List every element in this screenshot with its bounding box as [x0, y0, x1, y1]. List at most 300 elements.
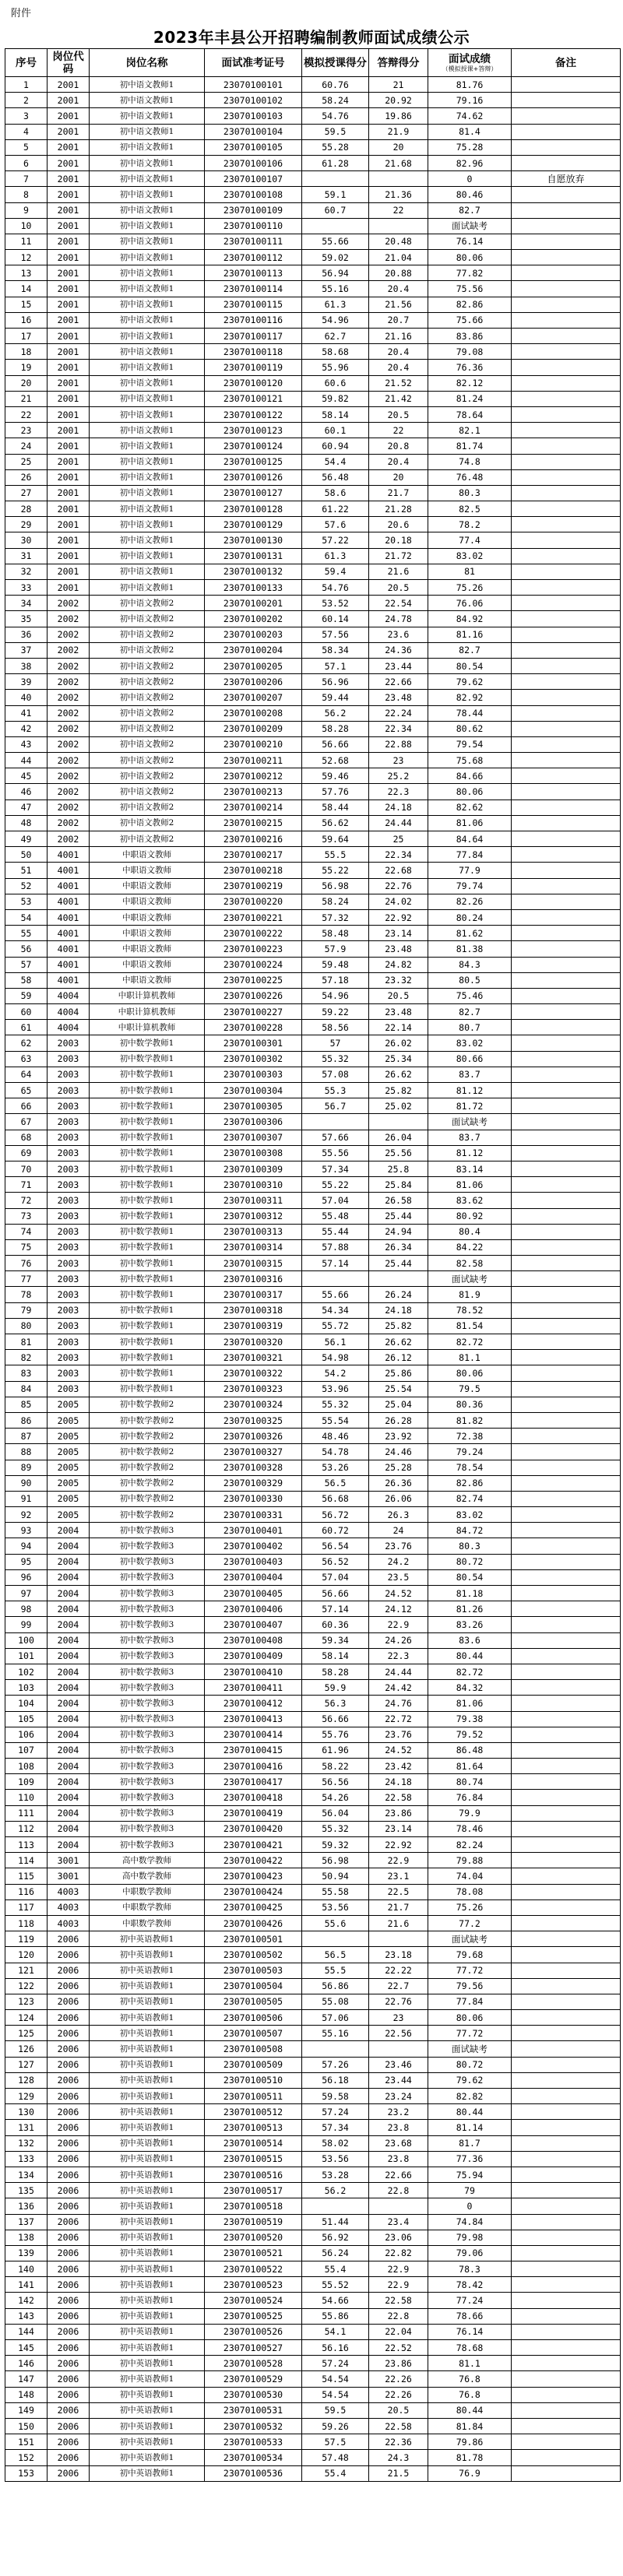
table-row	[5, 1774, 621, 1790]
cell-lecture-score: 61.3	[302, 548, 369, 564]
table-row	[5, 2277, 621, 2293]
cell-seq: 133	[5, 2151, 48, 2167]
cell-lecture-score: 53.56	[302, 2151, 369, 2167]
cell-lecture-score: 59.5	[302, 2402, 369, 2418]
table-row	[5, 800, 621, 815]
cell-post-name: 初中数学教师1	[90, 1208, 205, 1224]
cell-post-code: 2001	[48, 187, 90, 202]
cell-lecture-score: 50.94	[302, 1868, 369, 1884]
cell-post-code: 2001	[48, 454, 90, 469]
cell-total-score: 81.12	[428, 1145, 512, 1161]
cell-total-score: 82.92	[428, 690, 512, 705]
cell-post-name: 中职语文教师	[90, 941, 205, 957]
cell-total-score: 79.86	[428, 2434, 512, 2450]
cell-post-name: 初中英语教师1	[90, 1931, 205, 1947]
cell-post-name: 初中语文教师2	[90, 768, 205, 784]
cell-post-name: 初中数学教师3	[90, 1538, 205, 1554]
cell-seq: 65	[5, 1083, 48, 1098]
cell-defense-score: 25.56	[369, 1145, 428, 1161]
cell-remark	[512, 2072, 621, 2088]
cell-post-code: 2004	[48, 1664, 90, 1679]
cell-seq: 9	[5, 202, 48, 218]
cell-post-name: 中职语文教师	[90, 894, 205, 909]
cell-remark	[512, 2089, 621, 2104]
cell-defense-score: 26.62	[369, 1067, 428, 1082]
cell-seq: 68	[5, 1130, 48, 1145]
table-row	[5, 1805, 621, 1821]
cell-defense-score: 20.4	[369, 281, 428, 297]
cell-exam-no: 23070100318	[205, 1302, 302, 1318]
cell-exam-no: 23070100404	[205, 1569, 302, 1585]
cell-defense-score: 23.18	[369, 1947, 428, 1963]
table-row	[5, 234, 621, 249]
cell-seq: 16	[5, 312, 48, 328]
cell-post-code: 2006	[48, 2277, 90, 2293]
cell-post-code: 2002	[48, 831, 90, 847]
cell-seq: 109	[5, 1774, 48, 1790]
cell-seq: 49	[5, 831, 48, 847]
cell-post-name: 初中英语教师1	[90, 2198, 205, 2214]
table-row	[5, 1381, 621, 1397]
cell-defense-score: 23.5	[369, 1569, 428, 1585]
cell-seq: 27	[5, 485, 48, 501]
table-row	[5, 863, 621, 878]
cell-remark	[512, 768, 621, 784]
cell-exam-no: 23070100320	[205, 1334, 302, 1350]
cell-defense-score: 25	[369, 831, 428, 847]
cell-post-name: 初中语文教师1	[90, 187, 205, 202]
cell-seq: 18	[5, 344, 48, 360]
cell-remark	[512, 1145, 621, 1161]
cell-seq: 153	[5, 2465, 48, 2481]
table-row	[5, 1444, 621, 1460]
cell-exam-no: 23070100212	[205, 768, 302, 784]
cell-post-name: 高中数学教师	[90, 1868, 205, 1884]
cell-seq: 82	[5, 1350, 48, 1365]
cell-defense-score: 22.58	[369, 2418, 428, 2434]
cell-seq: 148	[5, 2387, 48, 2402]
cell-remark	[512, 611, 621, 627]
cell-defense-score	[369, 1114, 428, 1130]
table-row	[5, 768, 621, 784]
cell-exam-no: 23070100307	[205, 1130, 302, 1145]
cell-remark	[512, 250, 621, 265]
cell-post-code: 2006	[48, 2387, 90, 2402]
cell-exam-no: 23070100228	[205, 1020, 302, 1035]
cell-lecture-score	[302, 2198, 369, 2214]
cell-defense-score: 22.7	[369, 1978, 428, 1994]
cell-remark	[512, 532, 621, 548]
cell-post-name: 初中数学教师3	[90, 1648, 205, 1664]
cell-post-code: 2002	[48, 596, 90, 611]
cell-lecture-score: 58.02	[302, 2135, 369, 2151]
cell-remark	[512, 2418, 621, 2434]
table-row	[5, 1271, 621, 1287]
cell-exam-no: 23070100528	[205, 2356, 302, 2371]
cell-defense-score	[369, 2198, 428, 2214]
cell-post-code: 2003	[48, 1381, 90, 1397]
cell-post-code: 2001	[48, 548, 90, 564]
header-post-code: 岗位代码	[48, 49, 90, 77]
cell-exam-no: 23070100103	[205, 108, 302, 124]
cell-defense-score: 23.92	[369, 1429, 428, 1444]
cell-defense-score: 23.14	[369, 926, 428, 941]
cell-post-name: 初中英语教师1	[90, 2418, 205, 2434]
cell-post-name: 初中语文教师1	[90, 360, 205, 375]
cell-post-name: 初中数学教师3	[90, 1774, 205, 1790]
cell-lecture-score: 51.44	[302, 2214, 369, 2230]
cell-post-code: 2001	[48, 297, 90, 312]
cell-defense-score: 20	[369, 469, 428, 485]
cell-post-code: 2001	[48, 375, 90, 391]
table-row	[5, 815, 621, 831]
cell-post-code: 2001	[48, 391, 90, 406]
cell-exam-no: 23070100133	[205, 580, 302, 596]
cell-defense-score: 22.76	[369, 878, 428, 894]
cell-total-score: 82.26	[428, 894, 512, 909]
cell-lecture-score	[302, 1114, 369, 1130]
cell-exam-no: 23070100217	[205, 847, 302, 863]
cell-total-score: 79.56	[428, 1978, 512, 1994]
cell-exam-no: 23070100503	[205, 1963, 302, 1978]
cell-post-name: 初中语文教师1	[90, 77, 205, 93]
cell-total-score: 80.24	[428, 909, 512, 925]
cell-post-code: 2003	[48, 1302, 90, 1318]
cell-post-code: 2002	[48, 768, 90, 784]
cell-exam-no: 23070100201	[205, 596, 302, 611]
cell-total-score: 面试缺考	[428, 1931, 512, 1947]
cell-defense-score: 21.56	[369, 297, 428, 312]
cell-lecture-score: 56.98	[302, 878, 369, 894]
cell-post-code: 2004	[48, 1586, 90, 1601]
cell-post-code: 2002	[48, 674, 90, 690]
cell-post-name: 初中语文教师1	[90, 406, 205, 422]
table-row	[5, 2340, 621, 2356]
cell-defense-score: 24.3	[369, 2450, 428, 2465]
table-row	[5, 1632, 621, 1648]
cell-remark	[512, 1727, 621, 1742]
cell-post-code: 2006	[48, 2057, 90, 2072]
cell-defense-score: 22.22	[369, 1963, 428, 1978]
cell-post-code: 2002	[48, 753, 90, 768]
cell-remark	[512, 1680, 621, 1696]
cell-exam-no: 23070100302	[205, 1051, 302, 1067]
cell-defense-score: 20.5	[369, 2402, 428, 2418]
cell-exam-no: 23070100203	[205, 627, 302, 642]
table-row	[5, 93, 621, 108]
cell-lecture-score: 56.2	[302, 2183, 369, 2198]
cell-lecture-score: 60.72	[302, 1523, 369, 1538]
cell-post-name: 初中数学教师1	[90, 1035, 205, 1051]
cell-seq: 22	[5, 406, 48, 422]
cell-post-name: 初中语文教师1	[90, 517, 205, 532]
cell-defense-score: 23.86	[369, 1805, 428, 1821]
cell-defense-score: 23.76	[369, 1538, 428, 1554]
cell-total-score: 79.38	[428, 1711, 512, 1727]
cell-seq: 60	[5, 1004, 48, 1020]
cell-defense-score: 23.14	[369, 1821, 428, 1836]
cell-exam-no: 23070100131	[205, 548, 302, 564]
cell-post-code: 2001	[48, 108, 90, 124]
cell-seq: 105	[5, 1711, 48, 1727]
cell-exam-no: 23070100114	[205, 281, 302, 297]
cell-lecture-score: 59.58	[302, 2089, 369, 2104]
results-table	[5, 48, 621, 2482]
cell-defense-score: 22.3	[369, 1648, 428, 1664]
cell-post-name: 初中语文教师1	[90, 265, 205, 281]
cell-exam-no: 23070100304	[205, 1083, 302, 1098]
cell-seq: 142	[5, 2293, 48, 2308]
cell-post-code: 4004	[48, 988, 90, 1003]
cell-remark: 自愿放弃	[512, 171, 621, 187]
cell-lecture-score: 56.54	[302, 1538, 369, 1554]
cell-lecture-score: 57.34	[302, 1161, 369, 1176]
cell-lecture-score: 59.64	[302, 831, 369, 847]
cell-post-code: 2002	[48, 611, 90, 627]
cell-post-code: 2004	[48, 1569, 90, 1585]
cell-seq: 23	[5, 423, 48, 438]
cell-remark	[512, 1239, 621, 1255]
cell-seq: 126	[5, 2041, 48, 2057]
cell-post-name: 初中数学教师3	[90, 1711, 205, 1727]
cell-seq: 8	[5, 187, 48, 202]
cell-post-name: 初中语文教师1	[90, 234, 205, 249]
cell-lecture-score: 57.9	[302, 941, 369, 957]
cell-lecture-score: 55.3	[302, 1083, 369, 1098]
cell-remark	[512, 972, 621, 988]
cell-post-name: 初中语文教师1	[90, 375, 205, 391]
cell-seq: 42	[5, 721, 48, 736]
cell-lecture-score: 56.1	[302, 1334, 369, 1350]
cell-total-score: 79.16	[428, 93, 512, 108]
cell-lecture-score: 56.7	[302, 1098, 369, 1114]
table-row	[5, 909, 621, 925]
cell-seq: 150	[5, 2418, 48, 2434]
cell-post-code: 2004	[48, 1711, 90, 1727]
cell-seq: 127	[5, 2057, 48, 2072]
table-row	[5, 218, 621, 234]
cell-remark	[512, 1475, 621, 1491]
cell-total-score: 74.84	[428, 2214, 512, 2230]
cell-lecture-score: 57.26	[302, 2057, 369, 2072]
cell-post-code: 2005	[48, 1412, 90, 1428]
table-row	[5, 501, 621, 517]
cell-exam-no: 23070100417	[205, 1774, 302, 1790]
cell-seq: 85	[5, 1397, 48, 1412]
cell-remark	[512, 2308, 621, 2324]
cell-lecture-score: 55.32	[302, 1397, 369, 1412]
cell-remark	[512, 1256, 621, 1271]
cell-exam-no: 23070100327	[205, 1444, 302, 1460]
table-row	[5, 1130, 621, 1145]
cell-defense-score: 22.72	[369, 1711, 428, 1727]
cell-seq: 114	[5, 1853, 48, 1868]
cell-post-name: 初中数学教师1	[90, 1177, 205, 1193]
cell-total-score: 81.78	[428, 2450, 512, 2465]
table-row	[5, 391, 621, 406]
cell-total-score: 76.9	[428, 2465, 512, 2481]
cell-remark	[512, 1759, 621, 1774]
cell-lecture-score: 60.6	[302, 375, 369, 391]
cell-total-score: 78.52	[428, 1302, 512, 1318]
cell-defense-score: 25.82	[369, 1318, 428, 1334]
cell-post-code: 2002	[48, 627, 90, 642]
header-seq: 序号	[5, 49, 48, 77]
cell-post-code: 2004	[48, 1554, 90, 1569]
cell-total-score: 80.44	[428, 2104, 512, 2120]
cell-post-code: 2003	[48, 1035, 90, 1051]
cell-lecture-score: 55.08	[302, 1994, 369, 2009]
cell-seq: 73	[5, 1208, 48, 1224]
table-row	[5, 1334, 621, 1350]
cell-exam-no: 23070100122	[205, 406, 302, 422]
cell-total-score: 面试缺考	[428, 218, 512, 234]
cell-post-name: 初中语文教师1	[90, 108, 205, 124]
cell-total-score: 80.62	[428, 721, 512, 736]
cell-defense-score: 25.82	[369, 1083, 428, 1098]
cell-post-code: 2001	[48, 469, 90, 485]
cell-post-name: 初中英语教师1	[90, 2026, 205, 2041]
cell-total-score: 77.2	[428, 1915, 512, 1931]
cell-exam-no: 23070100124	[205, 438, 302, 454]
cell-post-code: 2005	[48, 1491, 90, 1506]
cell-remark	[512, 1994, 621, 2009]
cell-remark	[512, 1805, 621, 1821]
cell-total-score: 84.22	[428, 1239, 512, 1255]
cell-total-score: 82.86	[428, 297, 512, 312]
cell-total-score: 83.86	[428, 329, 512, 344]
cell-exam-no: 23070100314	[205, 1239, 302, 1255]
cell-seq: 1	[5, 77, 48, 93]
cell-seq: 38	[5, 658, 48, 673]
cell-exam-no: 23070100223	[205, 941, 302, 957]
cell-post-code: 2002	[48, 658, 90, 673]
cell-exam-no: 23070100119	[205, 360, 302, 375]
cell-defense-score: 24.18	[369, 1302, 428, 1318]
cell-total-score: 79.08	[428, 344, 512, 360]
cell-lecture-score	[302, 171, 369, 187]
cell-defense-score: 22	[369, 423, 428, 438]
cell-remark	[512, 1790, 621, 1805]
cell-post-name: 初中语文教师2	[90, 736, 205, 752]
table-row	[5, 564, 621, 579]
cell-exam-no: 23070100422	[205, 1853, 302, 1868]
table-row	[5, 265, 621, 281]
cell-seq: 100	[5, 1632, 48, 1648]
cell-remark	[512, 2026, 621, 2041]
table-row	[5, 1224, 621, 1239]
cell-remark	[512, 297, 621, 312]
cell-exam-no: 23070100517	[205, 2183, 302, 2198]
cell-seq: 46	[5, 784, 48, 800]
cell-post-name: 初中语文教师1	[90, 423, 205, 438]
cell-exam-no: 23070100501	[205, 1931, 302, 1947]
cell-post-code: 2006	[48, 2072, 90, 2088]
cell-exam-no: 23070100109	[205, 202, 302, 218]
cell-exam-no: 23070100413	[205, 1711, 302, 1727]
cell-exam-no: 23070100409	[205, 1648, 302, 1664]
cell-total-score: 79.62	[428, 2072, 512, 2088]
cell-post-code: 2002	[48, 705, 90, 721]
table-row	[5, 1727, 621, 1742]
cell-total-score: 82.62	[428, 800, 512, 815]
cell-defense-score: 26.62	[369, 1334, 428, 1350]
cell-remark	[512, 406, 621, 422]
cell-exam-no: 23070100402	[205, 1538, 302, 1554]
cell-seq: 134	[5, 2167, 48, 2182]
cell-remark	[512, 894, 621, 909]
cell-post-code: 2004	[48, 1774, 90, 1790]
cell-defense-score: 21.04	[369, 250, 428, 265]
cell-exam-no: 23070100524	[205, 2293, 302, 2308]
cell-post-code: 2001	[48, 265, 90, 281]
cell-defense-score: 24.36	[369, 642, 428, 658]
cell-total-score: 82.12	[428, 375, 512, 391]
cell-post-code: 2005	[48, 1444, 90, 1460]
cell-seq: 108	[5, 1759, 48, 1774]
cell-post-code: 2004	[48, 1538, 90, 1554]
cell-total-score: 81.54	[428, 1318, 512, 1334]
cell-post-name: 中职语文教师	[90, 863, 205, 878]
cell-total-score: 82.1	[428, 423, 512, 438]
header-post-name: 岗位名称	[90, 49, 205, 77]
cell-defense-score: 21.16	[369, 329, 428, 344]
cell-lecture-score: 55.4	[302, 2465, 369, 2481]
cell-post-name: 初中语文教师1	[90, 202, 205, 218]
cell-exam-no: 23070100419	[205, 1805, 302, 1821]
cell-lecture-score: 59.9	[302, 1680, 369, 1696]
cell-lecture-score: 57.14	[302, 1601, 369, 1617]
cell-seq: 17	[5, 329, 48, 344]
cell-total-score: 81.26	[428, 1601, 512, 1617]
cell-exam-no: 23070100306	[205, 1114, 302, 1130]
cell-total-score: 77.84	[428, 847, 512, 863]
cell-exam-no: 23070100322	[205, 1365, 302, 1381]
cell-remark	[512, 690, 621, 705]
cell-lecture-score: 55.5	[302, 847, 369, 863]
cell-seq: 141	[5, 2277, 48, 2293]
cell-post-code: 2001	[48, 329, 90, 344]
cell-lecture-score: 55.96	[302, 360, 369, 375]
cell-seq: 94	[5, 1538, 48, 1554]
cell-seq: 131	[5, 2120, 48, 2135]
cell-post-name: 初中语文教师2	[90, 705, 205, 721]
cell-exam-no: 23070100107	[205, 171, 302, 187]
cell-seq: 24	[5, 438, 48, 454]
cell-seq: 48	[5, 815, 48, 831]
cell-remark	[512, 2324, 621, 2339]
cell-total-score: 83.02	[428, 1507, 512, 1523]
cell-lecture-score: 57	[302, 1035, 369, 1051]
cell-lecture-score: 57.88	[302, 1239, 369, 1255]
cell-total-score: 83.02	[428, 548, 512, 564]
cell-exam-no: 23070100214	[205, 800, 302, 815]
cell-remark	[512, 784, 621, 800]
table-row	[5, 360, 621, 375]
cell-defense-score: 22.66	[369, 2167, 428, 2182]
cell-defense-score: 21.9	[369, 124, 428, 139]
cell-remark	[512, 2198, 621, 2214]
cell-seq: 59	[5, 988, 48, 1003]
cell-exam-no: 23070100116	[205, 312, 302, 328]
cell-seq: 20	[5, 375, 48, 391]
cell-remark	[512, 800, 621, 815]
cell-post-name: 初中数学教师1	[90, 1318, 205, 1334]
table-row	[5, 1429, 621, 1444]
cell-total-score: 80.72	[428, 1554, 512, 1569]
cell-defense-score: 21.72	[369, 548, 428, 564]
cell-post-code: 2006	[48, 1963, 90, 1978]
